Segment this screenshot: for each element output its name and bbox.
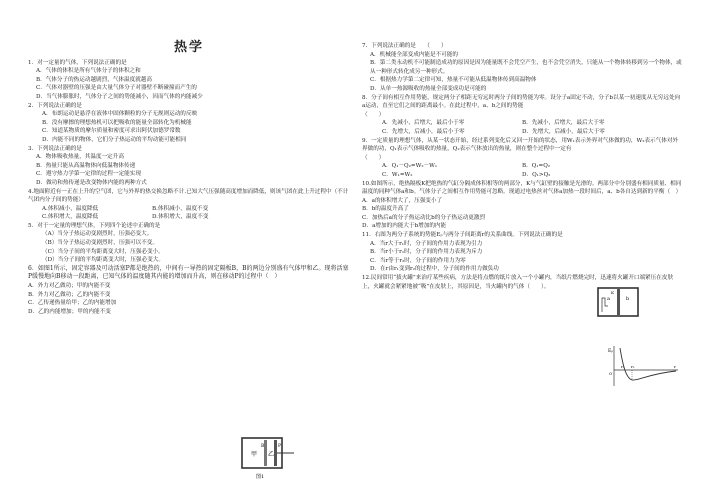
question-stem: 7．下列说法正确的是 （ ） (362, 43, 447, 49)
question-9 (362, 137, 682, 180)
option: A．先减小，后增大，最后小于零 (382, 120, 465, 127)
question-2 (28, 102, 350, 145)
option: A．机械能全部变成内能是不可能的 (370, 51, 458, 58)
right-column (362, 42, 682, 291)
option: C．知道某物质的摩尔质量和密度可求出阿伏加德罗常数 (42, 128, 181, 135)
option: B．Q₁=Q₂ (522, 163, 551, 170)
option: A．Q₁－Q₂=W₂－W₁ (382, 163, 438, 170)
option: C．根据热力学第二定律可知，热量不可能从低温物体传到高温物体 (370, 77, 537, 84)
question-11 (362, 231, 682, 274)
option: D．Q₁>Q₂ (522, 171, 551, 178)
left-column (28, 0, 350, 316)
question-stem: 11．右图为两分子系统的势能Eₚ与两分子间距离r的关系曲线。下列说法正确的是 (362, 232, 563, 239)
question-4 (28, 188, 350, 222)
option: A．a的体积增大了，压强变小了 (362, 197, 443, 204)
option: B．当r小于r₁时，分子间的作用力表现为斥力 (370, 249, 483, 256)
option: （A）当分子热运动变剧烈时，压强必变大。 (42, 231, 153, 238)
option: C．乙传递热量给甲；乙的内能增加 (28, 300, 117, 307)
option: C．加热后a的分子热运动比b的分子热运动更激烈 (362, 214, 486, 221)
piston-label: P (278, 444, 282, 449)
option: B．先减小，后增大，最后大于零 (522, 120, 605, 127)
option: B．气体分子的热运动越剧烈，气体温度就越高 (36, 76, 152, 83)
r1-label: r₁ (621, 364, 625, 369)
question-3 (28, 145, 350, 188)
potential-curve (620, 348, 676, 380)
option: D．当气体膨胀时，气体分子之间的势能减小，因而气体的内能减少 (36, 93, 203, 100)
option: A．外力对乙做功；甲的内能不变 (28, 283, 111, 290)
option: B．第二类永动机不可能制造成功的原因是因为能量既不会凭空产生，也不会凭空消失，只能从一个物体转移到另一个物体，或从一种形式转化成另一种形式。 (370, 60, 682, 75)
question-stem: 2．下列说法正确的是 (28, 102, 82, 109)
option: C.体积增大，温度降低 (42, 214, 99, 221)
question-8 (362, 94, 682, 137)
option: D．a增加的内能大于b增加的内能 (362, 223, 447, 230)
option: D．乙的内能增加；甲的内能不变 (28, 308, 111, 315)
question-stem: 5．对于一定量的理想气体，下列四个论述中正确的是 (28, 222, 161, 229)
option: B．b的温度升高了 (362, 206, 409, 213)
option: B．热量只能从高温物体向低温物体传递 (36, 162, 136, 169)
option: D．做功和热传递是改变物体内能的两种方式 (36, 179, 147, 186)
figure-11 (608, 344, 680, 388)
r-label: r (674, 364, 676, 369)
option: B.体积减小，温度不变 (152, 205, 209, 212)
question-stem: 1．对一定量的气体，下列说法正确的是 (28, 59, 127, 66)
option: （C）当分子间的平均距离变大时，压强必变小。 (42, 248, 164, 255)
gas-b-label: b (626, 296, 630, 302)
question-stem: 10.如图所示，绝热隔板K把绝热的气缸分隔成体积相等的两部分，K与气缸壁的接触是光滑的。两部分中分别盛有相同质量、相同温度的同种气体a和b。气体分子之间相互作用势能可忽略。现通过电热丝对气体a加热一段时间后，a、b各自达到新的平衡（ ） (362, 180, 682, 196)
question-stem: 9．一定质量的理想气体，从某一状态开始，经过系列变化后又回一开始的状态，用W₁表示外界对气体做的功，W₂表示气体对外界做的功，Q₁表示气体吸收的热量，Q₂表示气体放出的热量，则在整个过程中一定有 （ ） (362, 137, 684, 161)
piston (274, 440, 277, 466)
ep-label: Eₚ (608, 349, 614, 354)
option: B．没有摩擦的理想热机可以把吸收的能量全部转化为机械能 (42, 119, 192, 126)
gas-a-label: a (607, 296, 610, 302)
option: C．气体对器壁的压强是由大量气体分子对器壁不断碰撞而产生的 (36, 85, 197, 92)
option: （D）当分子间的平均距离变大时，压强必变大。 (42, 257, 164, 264)
question-stem: 3．下列说法正确的是 (28, 145, 82, 152)
option: A．布朗运动是悬浮在液体中固体颗粒的分子无规则运动的反映 (42, 111, 198, 118)
partition-label: K (611, 290, 614, 295)
partition-plate (264, 440, 267, 466)
page-title: 热学 (173, 40, 204, 55)
question-stem: 6．如图1所示，固定容器及可动活塞P都是绝热的，中间有一导热的固定隔板B，B的两边分别盛有气体甲和乙。现将活塞P缓慢地向B移动一段距离，已知气体的温度随其内能的增加而升高，则在移动P的过程中（ ） (28, 264, 349, 281)
question-6 (28, 265, 350, 317)
origin-label: O (609, 371, 613, 376)
question-stem: 12.民间常用“拔火罐”来治疗某些疾病，方法是将点燃的纸片放入一个小罐内，当纸片燃烧完时，迅速将火罐开口端紧压在皮肤上，火罐就会紧紧地被“吸”在皮肤上，其原因是，当火罐内的气体（ ）。 (362, 275, 674, 290)
option: A．气体的体积是所有气体分子的体积之和 (36, 68, 141, 75)
figure-caption: 图1 (256, 474, 265, 480)
plate-label: B (261, 444, 265, 449)
figure-10 (596, 286, 642, 320)
question-5 (28, 222, 350, 265)
question-stem: 4.地面附近有一正在上升的空气团，它与外界的热交换忽略不计.已知大气压强随高度增加而降低，则该气团在此上升过程中（不计气团内分子间的势能） (28, 188, 349, 204)
option: A．物体吸收热量，其温度一定升高 (36, 154, 124, 161)
question-7 (362, 42, 682, 94)
option: C．当r等于r₂时，分子间的作用力为零 (370, 257, 466, 264)
option: C．W₁=W₂ (382, 171, 413, 178)
option: D.体积增大，温度不变 (152, 214, 209, 221)
option: A.体积减小，温度降低 (42, 205, 99, 212)
gas-b-label: 乙 (268, 451, 275, 458)
figure-1 (240, 436, 296, 480)
partition-k (617, 289, 620, 315)
r2-label: r₂ (631, 364, 635, 369)
gas-a-label: 甲 (251, 451, 258, 458)
question-10 (362, 180, 682, 232)
option: B．外力对乙做功；乙的内能不变 (28, 291, 111, 298)
question-stem: 8．分子间有相互作用势能，规定两分子相距无穷远时两分子间的势能为零。设分子a固定不动，分子b以某一初速度从无穷远处向a运动，直至它们之间的距离最小。在此过程中，a、b之间的势能 （ ） (362, 94, 681, 118)
option: D．从单一热源吸收的热量全部变成功是可能的 (370, 85, 487, 92)
option: A．当r大于r₁时，分子间的作用力表现为引力 (370, 240, 483, 247)
option: D．在r由r₁变到r₂的过程中，分子间的作用力做负功 (370, 266, 499, 273)
option: C．遵守热力学第一定律的过程一定能实现 (36, 171, 141, 178)
question-1 (28, 59, 350, 102)
option: （B）当分子热运动变剧烈时，压强可以不变。 (42, 240, 158, 247)
option: D．先增大，后减小，最后大于零 (522, 128, 605, 135)
option: D．内能不同的物体，它们分子热运动的平均动能可能相同 (42, 136, 187, 143)
option: C．先增大，后减小，最后小于零 (382, 128, 465, 135)
